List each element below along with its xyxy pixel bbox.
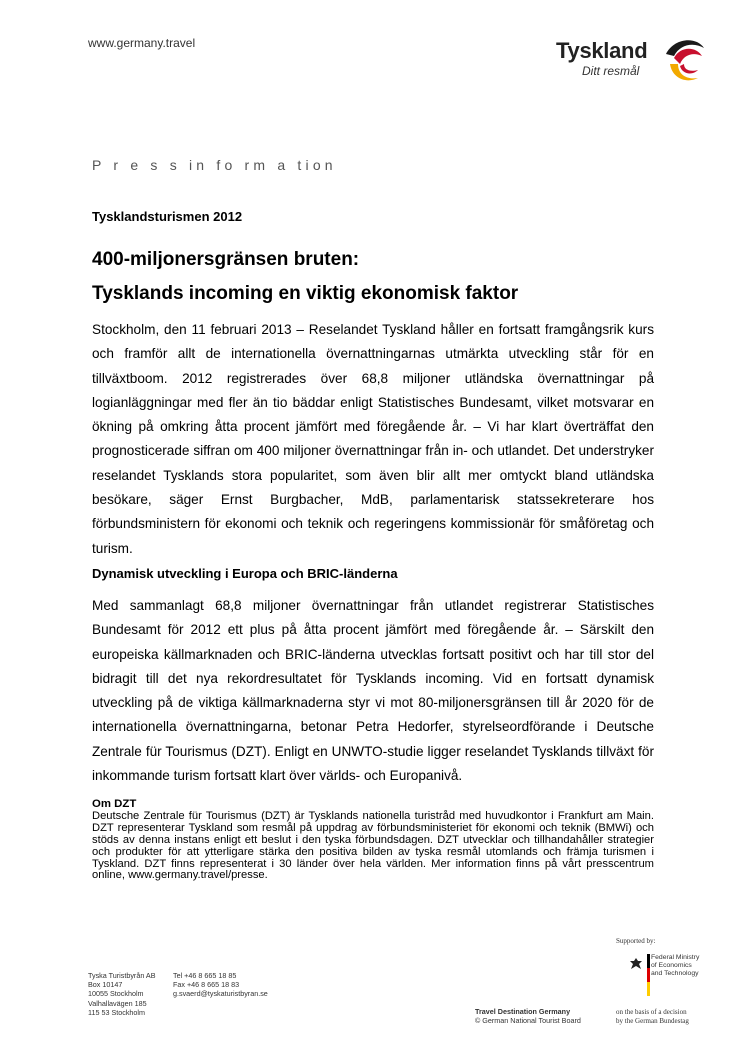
about-title: Om DZT bbox=[92, 798, 137, 810]
federal-eagle-icon bbox=[629, 957, 643, 971]
tyskland-logo bbox=[556, 34, 706, 90]
headline bbox=[92, 243, 518, 311]
address-line: Valhallavägen 185 bbox=[88, 998, 147, 1008]
ministry-name bbox=[651, 954, 699, 979]
contact-phone: Tel +46 8 665 18 85 bbox=[173, 971, 237, 980]
basis-line: on the basis of a decision bbox=[616, 1008, 687, 1016]
headline-line-2: Tysklands incoming en viktig ekonomisk faktor bbox=[92, 283, 519, 304]
tdg-subtitle: © German National Tourist Board bbox=[475, 1016, 581, 1026]
address-line: 115 53 Stockholm bbox=[88, 1007, 146, 1017]
about-text: Deutsche Zentrale für Tourismus (DZT) är Tysklands nationella turistråd med huvudkontor i Frankfurt am Main. DZT representerar Tyskland som resmål på uppdrag av förbundsministeriet för ekonomi och teknik (BMWi) och stöds av denna instans enligt ett beslut i den tyska förbundsdagen. DZT utvecklar och tillhandahåller strategier och produkter för att ytterligare stärka den positiva bilden av tyska resmål utomlands och främja turismen i Tyskland. DZT finns representerat i 30 länder över hela världen. Mer information finns på vårt presscentrum online, www.germany.travel/presse. bbox=[92, 809, 654, 882]
footer-contact bbox=[173, 971, 268, 999]
logo-subtitle: Ditt resmål bbox=[582, 64, 640, 78]
address-line: Box 10147 bbox=[88, 980, 123, 990]
footer-tdg bbox=[475, 1007, 581, 1025]
paragraph-2-text: Med sammanlagt 68,8 miljoner övernattningar från utlandet registrerar Statistisches Bundesamt för 2012 ett plus på åtta procent jämfört med föregående år. – Särskilt den europeiska källmarknaden och BRIC-länderna utvecklas fortsatt positivt och har till stor del bidragit till det nya rekordresultatet för Tysklands incoming. Vid en fortsatt dynamisk utveckling på de viktiga källmarknaderna styr vi mot 80-miljonersgränsen till år 2020 för de internationella övernattningarna, betonar Petra Hedorfer, styrelseordförande i Deutsche Zentrale für Tourismus (DZT). Enligt en UNWTO-studie ligger reselandet Tysklands tillväxt för inkommande turism fortsatt klart över världs- och Europanivå. bbox=[92, 598, 654, 784]
german-flag-stripe-icon bbox=[647, 954, 650, 996]
swirl-logo-icon bbox=[660, 34, 708, 86]
logo-title: Tyskland bbox=[556, 38, 648, 63]
ministry-line: of Economics bbox=[651, 962, 692, 970]
about-dzt bbox=[92, 799, 654, 882]
footer-address bbox=[88, 971, 156, 1017]
contact-email[interactable]: g.svaerd@tyskaturistbyran.se bbox=[173, 989, 268, 999]
headline-line-1: 400-miljonersgränsen bruten: bbox=[92, 249, 360, 270]
ministry-line: Federal Ministry bbox=[651, 954, 700, 961]
press-information-label: P r e s s in fo rm a tion bbox=[92, 157, 337, 173]
tdg-title: Travel Destination Germany bbox=[475, 1007, 571, 1016]
address-line: Tyska Turistbyrån AB bbox=[88, 971, 156, 980]
paragraph-1-text: Stockholm, den 11 februari 2013 – Reselandet Tyskland håller en fortsatt framgångsrik kurs och framför allt de internationella övernattningarnas utmärkta utveckling står för en tillväxtboom. 2012 registrerades över 68,8 miljoner utländska övernattningar på logianläggningar med fler än tio bäddar enligt Statistisches Bundesamt, vilket motsvarar en ökning på omkring åtta procent jämfört med föregående år. – Vi har klart överträffat den prognosticerade siffran om 400 miljoner övernattningar från in- och utlandet. Det understryker reselandet Tysklands stora popularitet, som även blir allt mer omtyckt bland utländska besökare, säger Ernst Burgbacher, MdB, parlamentarisk statssekreterare hos förbundsministern för ekonomi och teknik och regeringens kommissionär för småföretag och turism. bbox=[92, 322, 654, 556]
kicker: Tysklandsturismen 2012 bbox=[92, 209, 243, 224]
subheading: Dynamisk utveckling i Europa och BRIC-länderna bbox=[92, 566, 398, 581]
body-paragraph-2 bbox=[92, 594, 654, 788]
address-line: 10055 Stockholm bbox=[88, 989, 144, 999]
contact-fax: Fax +46 8 665 18 83 bbox=[173, 980, 240, 990]
body-paragraph-1 bbox=[92, 318, 654, 561]
bundestag-basis bbox=[616, 1008, 689, 1025]
ministry-line: and Technology bbox=[651, 970, 699, 978]
supported-by-label: Supported by: bbox=[616, 937, 656, 945]
bmwi-logo bbox=[627, 954, 727, 998]
basis-line: by the German Bundestag bbox=[616, 1016, 689, 1025]
website-url: www.germany.travel bbox=[88, 36, 196, 50]
